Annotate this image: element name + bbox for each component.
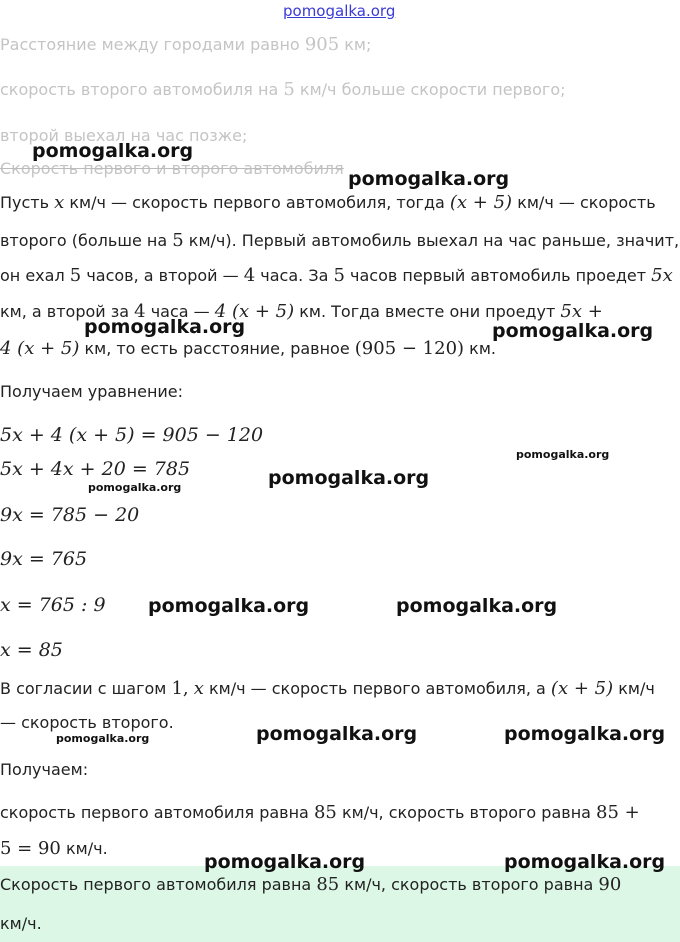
equation-2: 5x + 4x + 20 = 785 (0, 458, 191, 480)
para-line-3 (0, 265, 673, 286)
faded-line-2-text: скорость второго автомобиля на (0, 80, 279, 99)
para-l4-a: км, а второй за (0, 302, 130, 321)
answer-line-2: км/ч. (0, 914, 42, 933)
para-l5-b: км. (469, 339, 496, 358)
para-l1-x: x (54, 192, 65, 213)
para-line-2 (0, 230, 679, 251)
para-l3-a: он ехал (0, 266, 65, 285)
equation-label: Получаем уравнение: (0, 382, 184, 401)
step-line-1 (0, 678, 655, 699)
step-line-2: — скорость второго. (0, 713, 174, 732)
result-l1-expr: 85 + (596, 802, 640, 823)
para-l4-expr2: 5x + (560, 301, 603, 322)
faded-line-3-text: второй выехал на час позже; (0, 126, 248, 145)
para-line-1 (0, 192, 656, 213)
para-l3-d: часов первый автомобиль проедет (350, 266, 647, 285)
equation-1: 5x + 4 (x + 5) = 905 − 120 (0, 424, 264, 446)
para-l1-a: Пусть (0, 193, 50, 212)
para-l4-c: км. Тогда вместе они проедут (299, 302, 556, 321)
para-l3-c: часа. За (260, 266, 329, 285)
watermark: pomogalka.org (32, 140, 194, 162)
answer-line-1 (0, 874, 621, 895)
watermark: pomogalka.org (268, 467, 430, 489)
para-l3-b: часов, а второй — (86, 266, 239, 285)
faded-line-1-text: Расстояние между городами равно (0, 35, 300, 54)
watermark: pomogalka.org (492, 320, 654, 342)
faded-line-1-number: 905 (304, 34, 340, 55)
result-l1-a: скорость первого автомобиля равна (0, 803, 309, 822)
equation-3: 9x = 785 − 20 (0, 504, 140, 526)
faded-line-4-text: Скорость первого и второго автомобиля (0, 159, 344, 178)
para-l3-n3: 5 (333, 265, 345, 286)
watermark: pomogalka.org (56, 732, 150, 745)
step-l1-b: км/ч — скорость первого автомобиля, а (208, 679, 546, 698)
para-l1-expr: (x + 5) (449, 192, 513, 213)
para-l2-a: второго (больше на (0, 231, 168, 250)
answer-l1-n1: 85 (316, 874, 340, 895)
para-l1-b: км/ч — скорость первого автомобиля, тогда (69, 193, 445, 212)
faded-line-1-unit: км; (344, 35, 372, 54)
watermark: pomogalka.org (84, 316, 246, 338)
para-l5-expr: 4 (x + 5) (0, 338, 80, 359)
watermark: pomogalka.org (504, 723, 666, 745)
step-l1-a: В согласии с шагом (0, 679, 167, 698)
watermark: pomogalka.org (516, 448, 610, 461)
para-l3-n2: 4 (243, 265, 256, 286)
equation-6: x = 85 (0, 639, 63, 661)
equation-4: 9x = 765 (0, 548, 88, 570)
para-l5-a: км, то есть расстояние, равное (84, 339, 350, 358)
para-line-5 (0, 338, 496, 359)
result-l1-n1: 85 (313, 802, 337, 823)
result-l2-a: км/ч. (65, 839, 108, 858)
watermark: pomogalka.org (204, 851, 366, 873)
watermark: pomogalka.org (148, 595, 310, 617)
result-l1-b: км/ч, скорость второго равна (341, 803, 591, 822)
faded-line-2-number: 5 (283, 79, 295, 100)
watermark: pomogalka.org (88, 481, 182, 494)
watermark: pomogalka.org (396, 595, 558, 617)
watermark: pomogalka.org (256, 723, 418, 745)
equation-5: x = 765 : 9 (0, 594, 106, 616)
result-label: Получаем: (0, 760, 89, 779)
result-line-1 (0, 802, 640, 823)
faded-line-1 (0, 34, 371, 55)
faded-line-2-tail: км/ч больше скорости первого; (299, 80, 566, 99)
faded-line-2 (0, 79, 566, 100)
result-l2-expr: 5 = 90 (0, 838, 61, 859)
para-l4-b: часа — (150, 302, 210, 321)
para-l3-expr: 5x (651, 265, 673, 286)
answer-l1-n2: 90 (598, 874, 622, 895)
step-l1-x: x (193, 678, 204, 699)
para-l1-c: км/ч — скорость (517, 193, 656, 212)
para-l2-num: 5 (172, 230, 184, 251)
answer-l1-b: км/ч, скорость второго равна (344, 875, 594, 894)
watermark: pomogalka.org (348, 168, 510, 190)
result-line-2 (0, 838, 108, 859)
top-site-link[interactable]: pomogalka.org (283, 2, 396, 20)
step-l1-expr: (x + 5) (550, 678, 614, 699)
para-l5-expr2: (905 − 120) (354, 338, 465, 359)
para-l4-expr: 4 (x + 5) (214, 301, 295, 322)
step-l1-c: км/ч (618, 679, 655, 698)
step-l1-n: 1, (171, 678, 189, 699)
para-l4-n1: 4 (134, 301, 146, 322)
answer-l1-a: Скорость первого автомобиля равна (0, 875, 312, 894)
watermark: pomogalka.org (504, 851, 666, 873)
para-l3-n1: 5 (69, 265, 82, 286)
para-l2-b: км/ч). Первый автомобиль выехал на час раньше, значит, (188, 231, 680, 250)
